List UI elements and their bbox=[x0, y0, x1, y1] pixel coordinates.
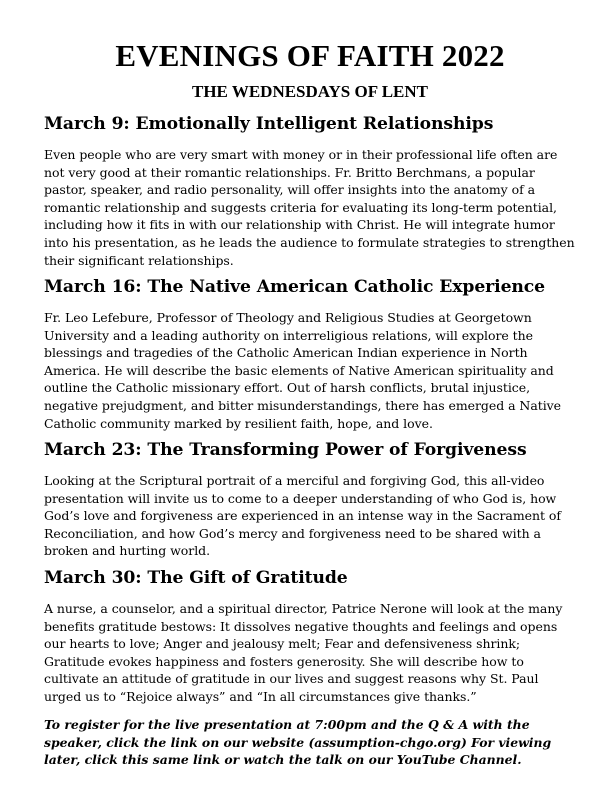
session-description: Fr. Leo Lefebure, Professor of Theology and Religious Studies at Georgetown University and a leading authority on interreligious relations, will explore the blessings and tragedies of the Catholic American Indian experience in North America. He will describe the basic elements of Native American spirituality and outline the Catholic missionary effort. Out of harsh conflicts, brutal injustice, negative prejudgment, and bitter misunderstandings, there has emerged a Native Catholic community marked by resilient faith, hope, and love. bbox=[44, 310, 561, 431]
session-heading: March 9: Emotionally Intelligent Relationships bbox=[44, 114, 494, 134]
session-march-30 bbox=[44, 566, 576, 706]
session-description: A nurse, a counselor, and a spiritual director, Patrice Nerone will look at the many benefits gratitude bestows: It dissolves negative thoughts and feelings and opens our hearts to love; Anger and jealousy melt; Fear and defensiveness shrink; Gratitude evokes happiness and fosters generosity. She will describe how to cultivate an attitude of gratitude in our lives and suggest reasons why St. Paul urged us to “Rejoice always” and “In all circumstances give thanks.” bbox=[44, 601, 563, 704]
session-march-9 bbox=[44, 112, 576, 269]
registration-note: To register for the live presentation at 7:00pm and the Q & A with the speaker, click the link on our website (assumption-chgo.org) For viewing later, click this same link or watch the talk on our YouTube Channel. bbox=[44, 717, 552, 768]
page-subtitle: THE WEDNESDAYS OF LENT bbox=[191, 82, 429, 101]
session-description: Looking at the Scriptural portrait of a merciful and forgiving God, this all-video presentation will invite us to come to a deeper understanding of who God is, how God’s love and forgiveness are experienced in an intense way in the Sacrament of Reconciliation, and how God’s mercy and forgiveness need to be shared with a broken and hurting world. bbox=[44, 473, 561, 559]
session-description: Even people who are very smart with money or in their professional life often are not very good at their romantic relationships. Fr. Britto Berchmans, a popular pastor, speaker, and radio personality, will offer insights into the anatomy of a romantic relationship and suggests criteria for evaluating its long-term potential, including how it fits in with our relationship with Christ. He will integrate humor into his presentation, as he leads the audience to formulate strategies to strengthen their significant relationships. bbox=[44, 147, 575, 268]
page-title: EVENINGS OF FAITH 2022 bbox=[115, 38, 505, 73]
session-heading: March 23: The Transforming Power of Forgiveness bbox=[44, 440, 527, 460]
session-heading: March 30: The Gift of Gratitude bbox=[44, 568, 348, 588]
session-march-23 bbox=[44, 438, 576, 560]
session-heading: March 16: The Native American Catholic Experience bbox=[44, 277, 545, 297]
session-march-16 bbox=[44, 275, 576, 432]
